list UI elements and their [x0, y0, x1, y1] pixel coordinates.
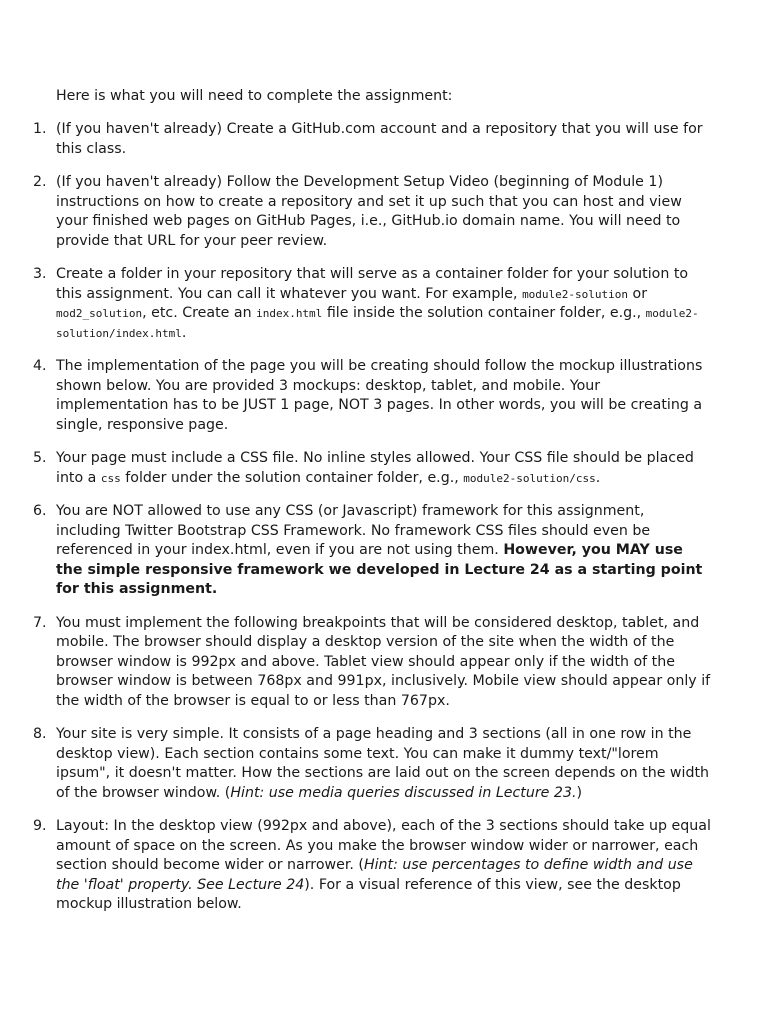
item-number: 1. — [33, 121, 47, 137]
item-text: . — [181, 324, 187, 341]
list-item-6 — [0, 502, 711, 600]
item-text: (If you haven't already) Follow the Development Setup Video (beginning of Module 1) instructions on how to create a repository and set it up such that you can host and view your finished web pages on GitHub Pages, i.e., GitHub.io domain name. You will need to provide that URL for your peer review. — [56, 174, 682, 249]
list-item-5 — [0, 449, 711, 488]
code-folder-name-alt: mod2_solution — [56, 307, 143, 320]
item-number: 7. — [33, 614, 47, 631]
item-text: ). For a visual reference of this view, see the desktop mockup illustration below. — [56, 876, 681, 912]
item-text: Create a folder in your repository that will serve as a container folder for your solution to this assignment. You can call it whatever you want. For example, — [56, 266, 689, 302]
code-file-path: module2-solution/index.html — [56, 307, 699, 340]
list-item-2 — [0, 173, 711, 251]
list-item-8 — [0, 725, 711, 803]
item-text: . — [595, 469, 601, 486]
item-text: Your page must include a CSS file. No inline styles allowed. Your CSS file should be placed into a — [56, 450, 694, 486]
item-text: The implementation of the page you will be creating should follow the mockup illustrations shown below. You are provided 3 mockups: desktop, tablet, and mobile. Your implementation has to be JUST 1 page, NOT 3 pages. In other words, you will be creating a single, responsive page. — [56, 358, 703, 433]
item-text: folder under the solution container folder, e.g., — [120, 469, 464, 486]
item-text: file inside the solution container folder, e.g., — [322, 305, 646, 321]
list-item-7 — [0, 614, 711, 712]
item-text: , etc. Create an — [142, 305, 257, 321]
item-text: You must implement the following breakpoints that will be considered desktop, tablet, and mobile. The browser should display a desktop version of the site when the width of the browser window is 992px and above. Tablet view should appear only if the width of the browser window is between 768px and 991px, inclusively. Mobile view should appear only if the width of the browser is equal to or less than 767px. — [56, 614, 711, 709]
item-text: (If you haven't already) Create a GitHub.com account and a repository that you will use for this class. — [56, 121, 703, 157]
item-number: 3. — [33, 266, 47, 282]
code-css-path: module2-solution/css — [463, 471, 596, 485]
item-hint-text: Hint: use percentages to define width and use the 'float' property. See Lecture 24 — [56, 857, 693, 893]
item-number: 4. — [33, 358, 47, 374]
item-text: ) — [576, 784, 583, 801]
item-hint-text: Hint: use media queries discussed in Lecture 23. — [230, 784, 577, 801]
item-text: Layout: In the desktop view (992px and above), each of the 3 sections should take up equal amount of space on the screen. As you make the browser window wider or narrower, each section should become wider or narrower. ( — [56, 818, 711, 873]
list-item-1 — [0, 120, 711, 159]
requirements-list — [0, 120, 768, 929]
list-item-9 — [0, 817, 711, 915]
list-item-4 — [0, 357, 711, 435]
intro-text: Here is what you will need to complete the assignment: — [56, 88, 453, 104]
item-text: You are NOT allowed to use any CSS (or Javascript) framework for this assignment, including Twitter Bootstrap CSS Framework. No framework CSS files should even be referenced in your index.html, even if you are not using them. — [56, 503, 651, 558]
item-number: 8. — [33, 726, 47, 742]
item-bold-text: However, you MAY use the simple responsive framework we developed in Lecture 24 as a starting point for this assignment. — [56, 542, 703, 597]
list-item-3 — [0, 265, 711, 343]
code-css-folder: css — [100, 471, 121, 485]
code-file-name: index.html — [256, 307, 323, 320]
item-text: or — [628, 285, 648, 302]
item-number: 6. — [33, 503, 47, 519]
item-number: 9. — [33, 818, 47, 834]
code-folder-name: module2-solution — [522, 287, 629, 301]
item-number: 2. — [33, 174, 47, 190]
item-text: Your site is very simple. It consists of a page heading and 3 sections (all in one row in the desktop view). Each section contains some text. You can make it dummy text/"lorem ipsum", it doesn't matter. How the sections are laid out on the screen depends on the width of the browser window. ( — [56, 726, 710, 801]
item-number: 5. — [33, 450, 47, 466]
